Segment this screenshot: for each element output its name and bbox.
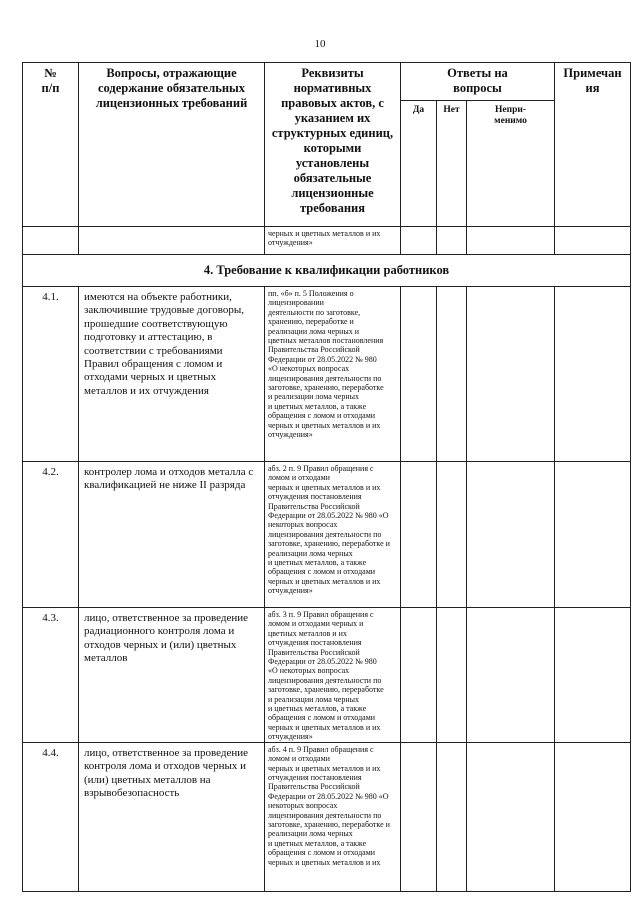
row-number: 4.2. bbox=[23, 462, 79, 608]
row-legal-reference: пп. «б» п. 5 Положения о лицензировании деятельности по заготовке, хранению, переработке и реализации лома черных и цветных металлов постановления Правительства Российской Федерации от 28.05.2022 № 980 «О некоторых вопросах лицензирования деятельности по заготовке, хранению, переработке и реализации лома черных и цветных металлов, а также обращения с ломом и отходами черных и цветных металлов и их отчуждения» bbox=[265, 287, 401, 462]
section-row bbox=[23, 255, 631, 287]
header-note: Примечан ия bbox=[555, 63, 631, 227]
header-question: Вопросы, отражающие содержание обязательных лицензионных требований bbox=[79, 63, 265, 227]
page-number: 10 bbox=[314, 38, 326, 50]
row-number: 4.1. bbox=[23, 287, 79, 462]
row-question: контролер лома и отходов металла с квалификацией не ниже II разряда bbox=[79, 462, 265, 608]
row-question: лицо, ответственное за проведение контроля лома и отходов черных и (или) цветных металлов на взрывобезопасность bbox=[79, 742, 265, 891]
row-legal-reference: абз. 4 п. 9 Правил обращения с ломом и отходами черных и цветных металлов и их отчуждения постановления Правительства Российской Федерации от 28.05.2022 № 980 «О некоторых вопросах лицензирования деятельности по заготовке, хранению, переработке и реализации лома черных и цветных металлов, а также обращения с ломом и отходами черных и цветных металлов и их bbox=[265, 742, 401, 891]
row-number: 4.4. bbox=[23, 742, 79, 891]
continuation-row bbox=[23, 227, 631, 255]
table-row bbox=[23, 742, 631, 891]
row-question: лицо, ответственное за проведение радиационного контроля лома и отходов черных и (или) цветных металлов bbox=[79, 608, 265, 743]
header-num: № п/п bbox=[23, 63, 79, 227]
checklist-table bbox=[22, 62, 631, 892]
header-na: Непри- менимо bbox=[467, 101, 555, 227]
header-row bbox=[23, 63, 631, 101]
table-row bbox=[23, 462, 631, 608]
section-title: 4. Требование к квалификации работников bbox=[23, 255, 631, 287]
continuation-legal: черных и цветных металлов и их отчуждения» bbox=[265, 227, 401, 255]
table-row bbox=[23, 608, 631, 743]
table-row bbox=[23, 287, 631, 462]
header-answers: Ответы на вопросы bbox=[401, 63, 555, 101]
row-question: имеются на объекте работники, заключившие трудовые договоры, прошедшие соответствующую подготовку и аттестацию, в соответствии с требованиями Правил обращения с ломом и отходами черных и цветных металлов и их отчуждения bbox=[79, 287, 265, 462]
row-number: 4.3. bbox=[23, 608, 79, 743]
header-yes: Да bbox=[401, 101, 437, 227]
header-requisites: Реквизиты нормативных правовых актов, с указанием их структурных единиц, которыми установлены обязательные лицензионные требования bbox=[265, 63, 401, 227]
header-no: Нет bbox=[437, 101, 467, 227]
row-legal-reference: абз. 3 п. 9 Правил обращения с ломом и отходами черных и цветных металлов и их отчуждения постановления Правительства Российской Федерации от 28.05.2022 № 980 «О некоторых вопросах лицензирования деятельности по заготовке, хранению, переработке и реализации лома черных и цветных металлов, а также обращения с ломом и отходами черных и цветных металлов и их отчуждения» bbox=[265, 608, 401, 743]
row-legal-reference: абз. 2 п. 9 Правил обращения с ломом и отходами черных и цветных металлов и их отчуждения постановления Правительства Российской Федерации от 28.05.2022 № 980 «О некоторых вопросах лицензирования деятельности по заготовке, хранению, переработке и реализации лома черных и цветных металлов, а также обращения с ломом и отходами черных и цветных металлов и их отчуждения» bbox=[265, 462, 401, 608]
